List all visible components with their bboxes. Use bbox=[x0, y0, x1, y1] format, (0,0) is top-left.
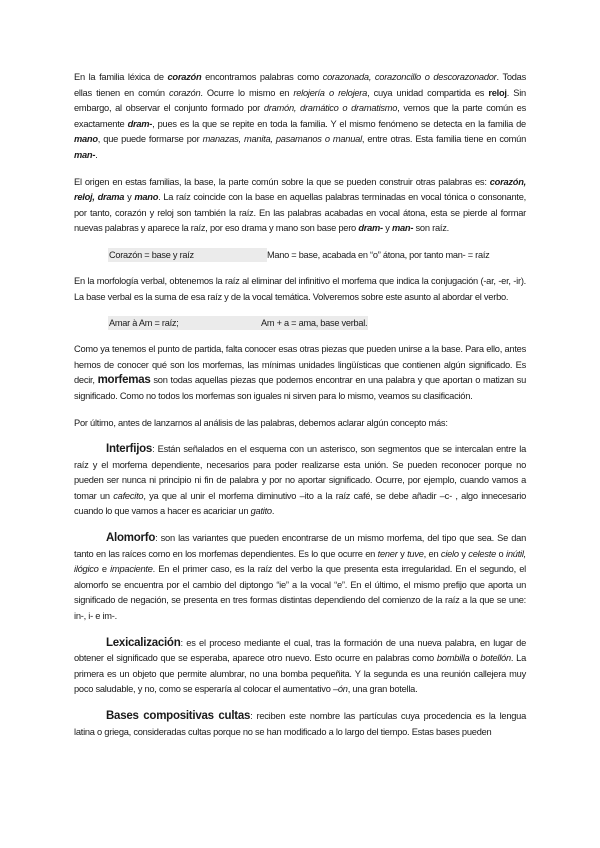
term-bases-compositivas: Bases compositivas cultas bbox=[106, 710, 251, 722]
example-box-verbo bbox=[108, 316, 368, 330]
text: . La raíz coincide con la base en aquellas palabras terminadas en vocal tónica o consonante, por tanto, corazón y reloj son también la raíz. En las palabras acabadas en vocal átona, esta se pierde al formar nuevas palabras y aparece la raíz, por eso drama y mano son base pero bbox=[74, 192, 526, 234]
text: . En el primer caso, es la raíz del verbo la que presenta esta irregularidad. En el segundo, el alomorfo se encuentra por el cambio del diptongo “ie” a la vocal “e”. En el último, el mismo prefijo que aporta un significado de negación, se presenta en tres formas distintas dependiendo del comienzo de la raíz a la que se une: in-, i- e im-. bbox=[74, 564, 526, 622]
term-lexicalizacion: Lexicalización bbox=[106, 636, 181, 649]
text: , vemos que la parte común es exactamente bbox=[74, 103, 526, 129]
text: : son las variantes que pueden encontrarse de un mismo morfema, del tipo que sea. Se dan tanto en las raíces como en los morfemas dependientes. Es lo que ocurre en bbox=[74, 533, 526, 559]
paragraph-morfemas bbox=[74, 342, 526, 404]
text: Como ya tenemos el punto de partida, falta conocer esas otras piezas que pueden unirse a la base. Para ello, antes hemos de conocer qué son los morfemas, las mínimas unidades lingüísticas que contienen algún significado. Es decir, bbox=[74, 344, 526, 386]
text: cafecito bbox=[113, 490, 144, 501]
text: corazón bbox=[167, 72, 202, 82]
text: y bbox=[124, 192, 135, 203]
text: reloj bbox=[488, 87, 507, 98]
text: , en bbox=[423, 548, 441, 559]
text: . bbox=[271, 506, 275, 517]
paragraph-morfologia-verbal: En la morfología verbal, obtenemos la raíz al eliminar del infinitivo el morfema que indica la conjugación (-ar, -er, -ir). La base verbal es la suma de esa raíz y de la vocal temática. Volveremos sobre este asunto al abordar el verbo. bbox=[74, 275, 526, 302]
text: dramón, dramático o dramatismo bbox=[263, 103, 398, 114]
text: corazonada, corazoncillo o descorazonador bbox=[322, 72, 497, 82]
text: . Sin embargo, al observar el conjunto formado por bbox=[74, 87, 526, 114]
text: celeste bbox=[468, 548, 497, 559]
example-box-raiz bbox=[108, 248, 492, 262]
text: manazas, manita, pasamanos o manual bbox=[202, 134, 362, 145]
text: , una gran botella. bbox=[347, 684, 418, 695]
paragraph-lexicalizacion bbox=[74, 636, 526, 698]
text: impaciente bbox=[110, 564, 153, 575]
paragraph-origen bbox=[74, 175, 526, 237]
text: relojería o relojera bbox=[293, 87, 368, 98]
text: –ón bbox=[332, 684, 348, 695]
text: : es el proceso mediante el cual, tras la formación de una nueva palabra, en lugar de obtener el significado que se esperaba, aparece otro nuevo. Esto ocurre en palabras como bbox=[74, 637, 526, 664]
example-right: Am + a = ama, base verbal. bbox=[261, 318, 368, 329]
text: dram- bbox=[358, 223, 383, 234]
text: . bbox=[95, 149, 98, 160]
text: . La primera es un objeto que permite alumbrar, no una bomba pequeñita. Y la segunda es una reunión callejera muy poco saludable, y no, como se esperaría al colocar el aumentativo bbox=[74, 653, 526, 695]
text: . Todas ellas tienen en común bbox=[74, 72, 527, 98]
text: y bbox=[382, 223, 392, 234]
text: mano bbox=[74, 134, 98, 145]
text: cielo bbox=[440, 548, 459, 559]
term-morfemas: morfemas bbox=[97, 374, 151, 387]
text: dram- bbox=[127, 118, 153, 129]
text: son raíz. bbox=[413, 223, 449, 234]
text: tuve bbox=[407, 548, 424, 559]
text: : Están señalados en el esquema con un asterisco, son segmentos que se intercalan entre la raíz y el morfema dependiente, necesarios para poder realizarse esta unión. Se pueden reconocer porque no pueden ser nunca ni principio ni fin de palabra y por no aportar significado. Ocurre, por ejemplo, cuando vamos a tomar un bbox=[74, 444, 526, 501]
text: o bbox=[469, 653, 481, 664]
example-left: Corazón = base y raíz bbox=[109, 249, 194, 260]
example-left: Amar à Am = raíz; bbox=[108, 316, 261, 330]
text: tener bbox=[377, 548, 398, 559]
text: , cuya unidad compartida es bbox=[367, 87, 489, 98]
text: , pues es la que se repite en toda la familia. Y el mismo fenómeno se detecta en la familia de bbox=[152, 118, 526, 129]
text: corazón, reloj, drama bbox=[74, 176, 526, 203]
paragraph-familia bbox=[74, 70, 526, 164]
paragraph-bases-cultas bbox=[74, 709, 526, 740]
paragraph-alomorfo bbox=[74, 531, 526, 625]
text: man- bbox=[74, 149, 96, 160]
text: e bbox=[98, 564, 111, 575]
text: El origen en estas familias, la base, la parte común sobre la que se pueden construir otras palabras es: bbox=[74, 176, 490, 187]
document-body bbox=[74, 70, 526, 751]
text: o bbox=[496, 548, 507, 559]
text: . Ocurre lo mismo en bbox=[200, 87, 294, 98]
text: , ya que al unir el morfema diminutivo –ito a la raíz café, se debe añadir –c- , algo innecesario cuando lo que vamos a hacer es acariciar un bbox=[74, 490, 526, 517]
term-interfijos: Interfijos bbox=[106, 443, 153, 456]
text: y bbox=[458, 548, 469, 559]
text: : reciben este nombre las partículas cuya procedencia es la lengua latina o griega, consideradas cultas porque no se han modificado a lo largo del tiempo. Estas bases pueden bbox=[74, 711, 527, 737]
text: encontramos palabras como bbox=[201, 72, 323, 82]
text: , que puede formarse por bbox=[97, 134, 203, 145]
text: corazón bbox=[169, 87, 201, 98]
text: bombilla bbox=[436, 653, 470, 664]
paragraph-conceptos: Por último, antes de lanzarnos al análisis de las palabras, debemos aclarar algún concepto más: bbox=[74, 417, 448, 428]
text: y bbox=[397, 548, 408, 559]
example-right: Mano = base, acabada en “o” átona, por tanto man- = raíz bbox=[267, 248, 492, 262]
text: , entre otras. Esta familia tiene en común bbox=[361, 134, 527, 145]
text: man- bbox=[391, 223, 414, 234]
text: botellón bbox=[480, 653, 511, 664]
text: En la familia léxica de bbox=[74, 72, 168, 82]
text: son todas aquellas piezas que podemos encontrar en una palabra y que aportan o matizan su significado. Como no todos los morfemas son iguales ni sirven para lo mismo, veamos su clasificación. bbox=[74, 375, 526, 401]
paragraph-interfijos bbox=[74, 442, 526, 520]
text: mano bbox=[134, 192, 159, 203]
text: inútil, ilógico bbox=[74, 548, 526, 575]
text: gatito bbox=[250, 506, 272, 517]
term-alomorfo: Alomorfo bbox=[106, 532, 156, 545]
